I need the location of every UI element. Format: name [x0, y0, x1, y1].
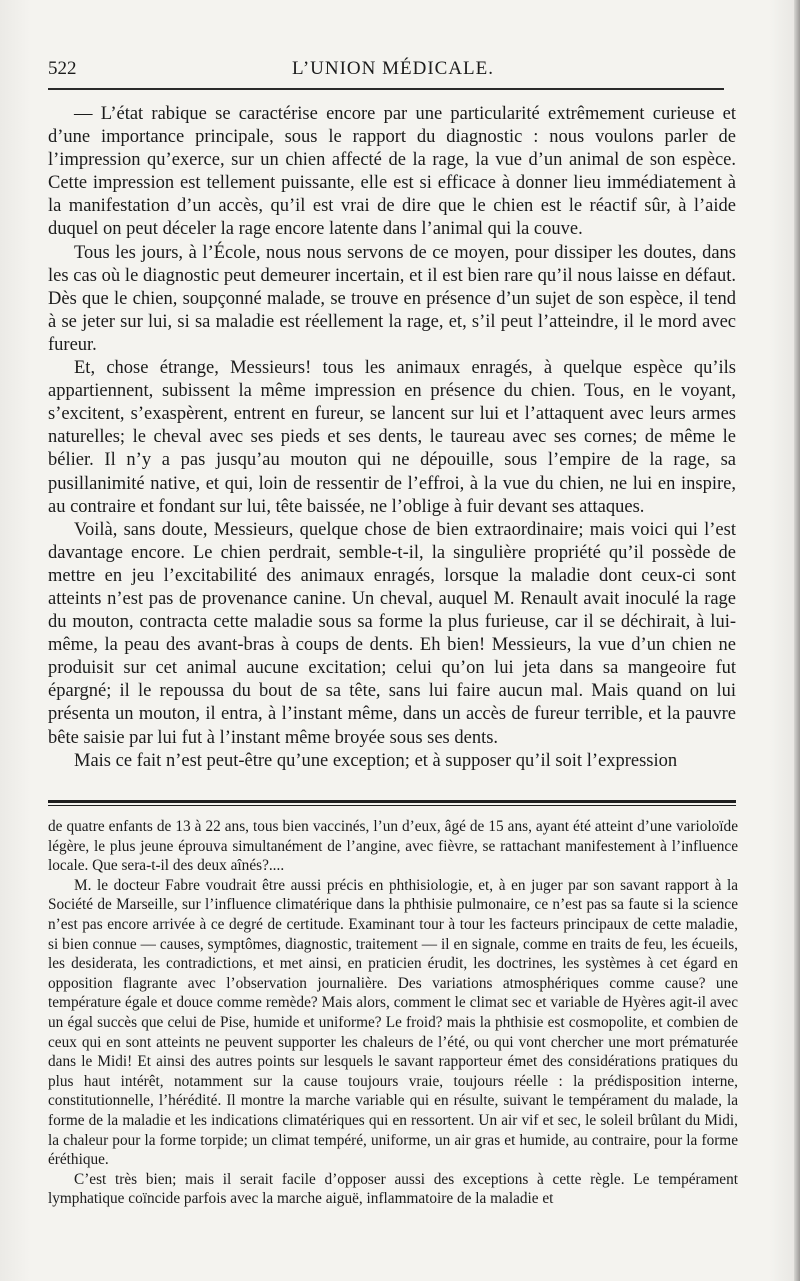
running-title: L’UNION MÉDICALE.	[291, 58, 495, 79]
body-paragraph: Et, chose étrange, Messieurs! tous les animaux enragés, à quelque espèce qu’ils appartiennent, subissent la même impression en présence du chien. Tous, en le voyant, s’excitent, s’exaspèrent, entrent en fureur, se lancent sur lui et l’attaquent avec leurs armes naturelles; le cheval avec ses pieds et ses dents, le taureau avec ses cornes; de même le bélier. Il n’y a pas jusqu’au mouton qui ne dépouille, sous l’empire de la rage, sa pusillanimité native, et qui, loin de ressentir de l’effroi, à la vue du chien, ne lui en inspire, au contraire et fondant sur lui, tête baissée, ne l’oblige à fuir devant ses attaques.	[48, 358, 736, 517]
page-number: 522	[48, 58, 77, 79]
header-rule	[48, 88, 724, 90]
body-paragraph: Tous les jours, à l’École, nous nous servons de ce moyen, pour dissiper les doutes, dans les cas où le diagnostic peut demeurer incertain, et il est bien rare qu’il nous laisse en défaut. Dès que le chien, soupçonné malade, se trouve en présence d’un sujet de son espèce, il tend à se jeter sur lui, si sa maladie est réellement la rage, et, s’il peut l’atteindre, il le mord avec fureur.	[48, 242, 736, 355]
body-paragraph: Mais ce fait n’est peut-être qu’une exception; et à supposer qu’il soit l’expression	[74, 750, 678, 771]
main-text	[48, 103, 736, 773]
page-edge	[794, 0, 800, 1281]
footnote-rule	[48, 800, 736, 806]
footnote-section	[48, 817, 738, 1209]
footnote-paragraph: de quatre enfants de 13 à 22 ans, tous bien vaccinés, l’un d’eux, âgé de 15 ans, ayant été atteint d’une varioloïde légère, le plus jeune éprouva simultanément de l’angine, avec fièvre, se rattachant manifestement à l’influence locale. Que sera-t-il des deux aînés?....	[48, 818, 738, 875]
footnote-paragraph: M. le docteur Fabre voudrait être aussi précis en phthisiologie, et, à en juger par son savant rapport à la Société de Marseille, sur l’influence climatérique dans la phthisie pulmonaire, ce n’est pas sa faute si la science n’est pas encore arrivée à ce degré de certitude. Examinant tour à tour les facteurs principaux de cette maladie, si bien connue — causes, symptômes, diagnostic, traitement — il en signale, comme en traits de feu, les écueils, les desiderata, les contradictions, et met ainsi, en praticien érudit, les doctrines, les systèmes à cet égard en opposition flagrante avec l’observation journalière. Des variations atmosphériques comme cause? une température égale et douce comme remède? Mais alors, comment le climat sec et variable de Hyères agit-il avec un égal succès que celui de Pise, humide et uniforme? Le froid? mais la phthisie est cosmopolite, et combien de ceux qui en sont atteints ne peuvent supporter les chaleurs de l’été, ou qui vont chercher une mort prématurée dans le Midi! Et ainsi des autres points sur lesquels le savant rapporteur émet des considérations pratiques du plus haut intérêt, notamment sur la cause toujours vraie, toujours réelle : la prédisposition interne, constitutionnelle, l’hérédité. Il montre la marche variable qui en résulte, suivant le tempérament du malade, la forme de la maladie et les indications climatériques qui en ressortent. Un air vif et sec, le soleil brûlant du Midi, la chaleur pour la forme torpide; un climat tempéré, uniforme, un air gras et humide, au contraire, pour la forme éréthique.	[48, 876, 738, 1169]
footnote-paragraph: C’est très bien; mais il serait facile d’opposer aussi des exceptions à cette règle. Le tempérament lymphatique coïncide parfois avec la marche aiguë, inflammatoire de la maladie et	[48, 1170, 738, 1208]
page-header	[48, 58, 738, 84]
body-paragraph: Voilà, sans doute, Messieurs, quelque chose de bien extraordinaire; mais voici qui l’est davantage encore. Le chien perdrait, semble-t-il, la singulière propriété qu’il possède de mettre en jeu l’excitabilité des animaux enragés, lorsque la maladie dont ceux-ci sont atteints n’est pas de provenance canine. Un cheval, auquel M. Renault avait inoculé la rage du mouton, contracta cette maladie sous sa forme la plus furieuse, car il se déchirait, à lui-même, la peau des avant-bras à coups de dents. Eh bien! Messieurs, la vue d’un chien ne produisit sur cet animal aucune excitation; celui qu’on lui jeta dans sa mangeoire fut épargné; il le repoussa du bout de sa tête, sans lui faire aucun mal. Mais quand on lui présenta un mouton, il entra, à l’instant même, dans un accès de fureur terrible, et la pauvre bête saisie par lui fut à l’instant même broyée sous ses dents.	[48, 519, 736, 748]
body-paragraph: — L’état rabique se caractérise encore par une particularité extrêmement curieuse et d’une importance principale, sous le rapport du diagnostic : nous voulons parler de l’impression qu’exerce, sur un chien affecté de la rage, la vue d’un animal de son espèce. Cette impression est tellement puissante, elle est si efficace à donner lieu immédiatement à la manifestation d’un accès, qu’il est vrai de dire que le chien est le réactif sûr, à l’aide duquel on peut déceler la rage encore latente dans l’animal qui la couve.	[48, 104, 736, 240]
